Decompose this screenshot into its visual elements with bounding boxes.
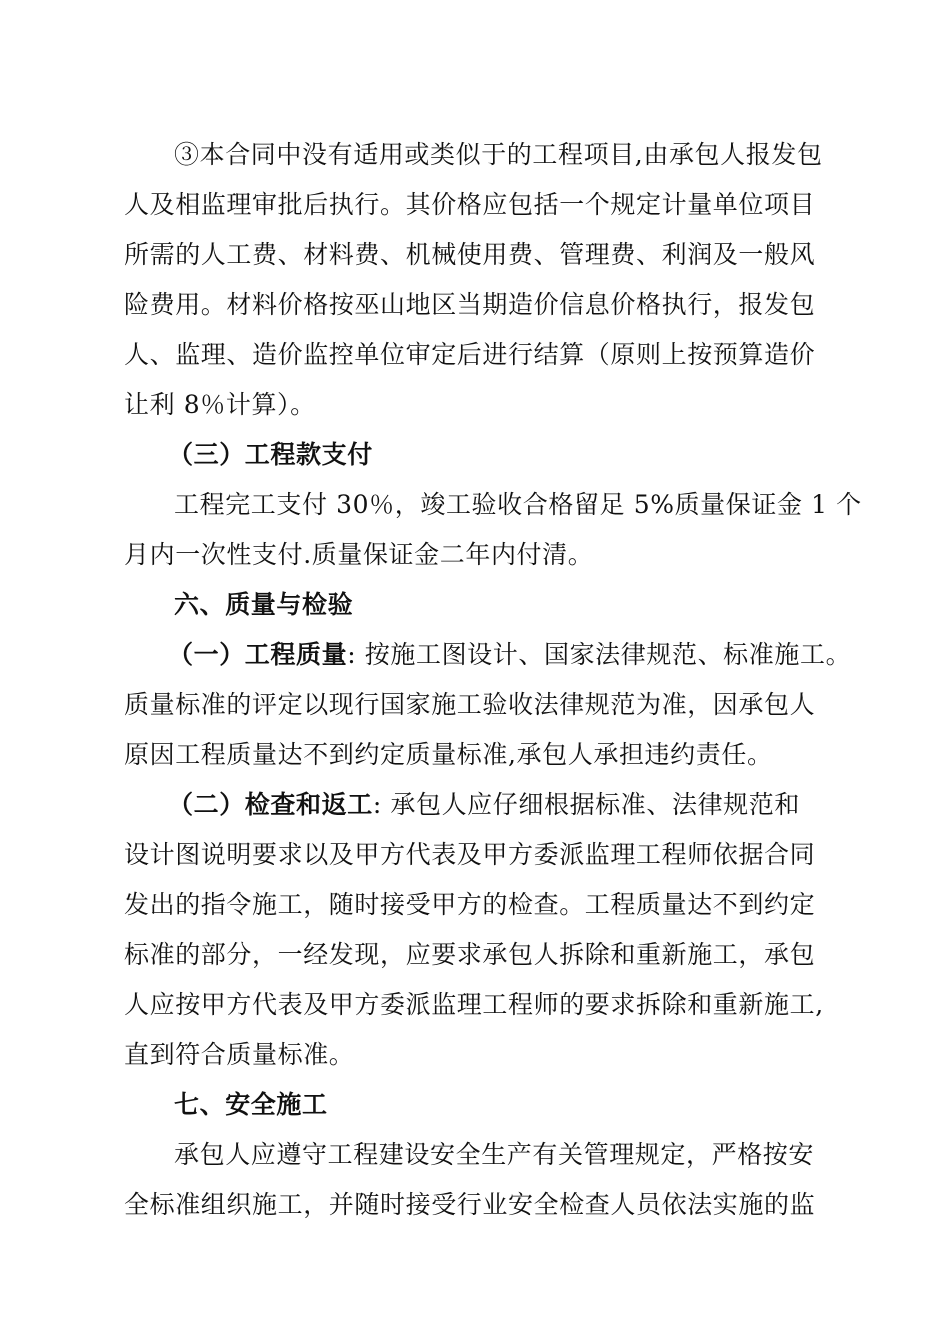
paragraph-line (124, 780, 824, 830)
paragraph-line: 人及相监理审批后执行。其价格应包括一个规定计量单位项目 (124, 190, 816, 219)
paragraph-text: : 承包人应仔细根据标准、法律规范和 (372, 790, 800, 819)
section-heading-safety: 七、安全施工 (174, 1090, 328, 1119)
section-heading-quality: 六、质量与检验 (174, 590, 354, 619)
paragraph-line: 所需的人工费、材料费、机械使用费、管理费、利润及一般风 (124, 240, 816, 269)
subsection-label-inspection: （二）检查和返工 (168, 790, 373, 819)
paragraph-text: : 按施工图设计、国家法律规范、标准施工。 (347, 640, 852, 669)
paragraph-line: 原因工程质量达不到约定质量标准,承包人承担违约责任。 (124, 740, 773, 769)
paragraph-line: 承包人应遵守工程建设安全生产有关管理规定，严格按安 (174, 1140, 815, 1169)
paragraph-line: 人、监理、造价监控单位审定后进行结算（原则上按预算造价 (124, 340, 816, 369)
document-body (124, 130, 862, 1230)
paragraph-line: 标准的部分，一经发现，应要求承包人拆除和重新施工，承包 (124, 940, 816, 969)
paragraph-line: ③本合同中没有适用或类似于的工程项目,由承包人报发包 (174, 140, 823, 169)
paragraph-line: 人应按甲方代表及甲方委派监理工程师的要求拆除和重新施工, (124, 990, 824, 1019)
subsection-label-quality: （一）工程质量 (168, 640, 348, 669)
section-heading-payment: （三）工程款支付 (168, 440, 373, 469)
paragraph-line: 质量标准的评定以现行国家施工验收法律规范为准，因承包人 (124, 690, 816, 719)
paragraph-line: 月内一次性支付.质量保证金二年内付清。 (124, 540, 594, 569)
paragraph-line: 设计图说明要求以及甲方代表及甲方委派监理工程师依据合同 (124, 840, 816, 869)
paragraph-line: 发出的指令施工，随时接受甲方的检查。工程质量达不到约定 (124, 890, 816, 919)
paragraph-line: 让利 8％计算）。 (124, 390, 316, 419)
paragraph-line (124, 630, 852, 680)
paragraph-line: 工程完工支付 30％，竣工验收合格留足 5%质量保证金 1 个 (174, 490, 862, 519)
paragraph-line: 直到符合质量标准。 (124, 1040, 355, 1069)
paragraph-line: 险费用。材料价格按巫山地区当期造价信息价格执行，报发包 (124, 290, 816, 319)
paragraph-line: 全标准组织施工，并随时接受行业安全检查人员依法实施的监 (124, 1190, 816, 1219)
